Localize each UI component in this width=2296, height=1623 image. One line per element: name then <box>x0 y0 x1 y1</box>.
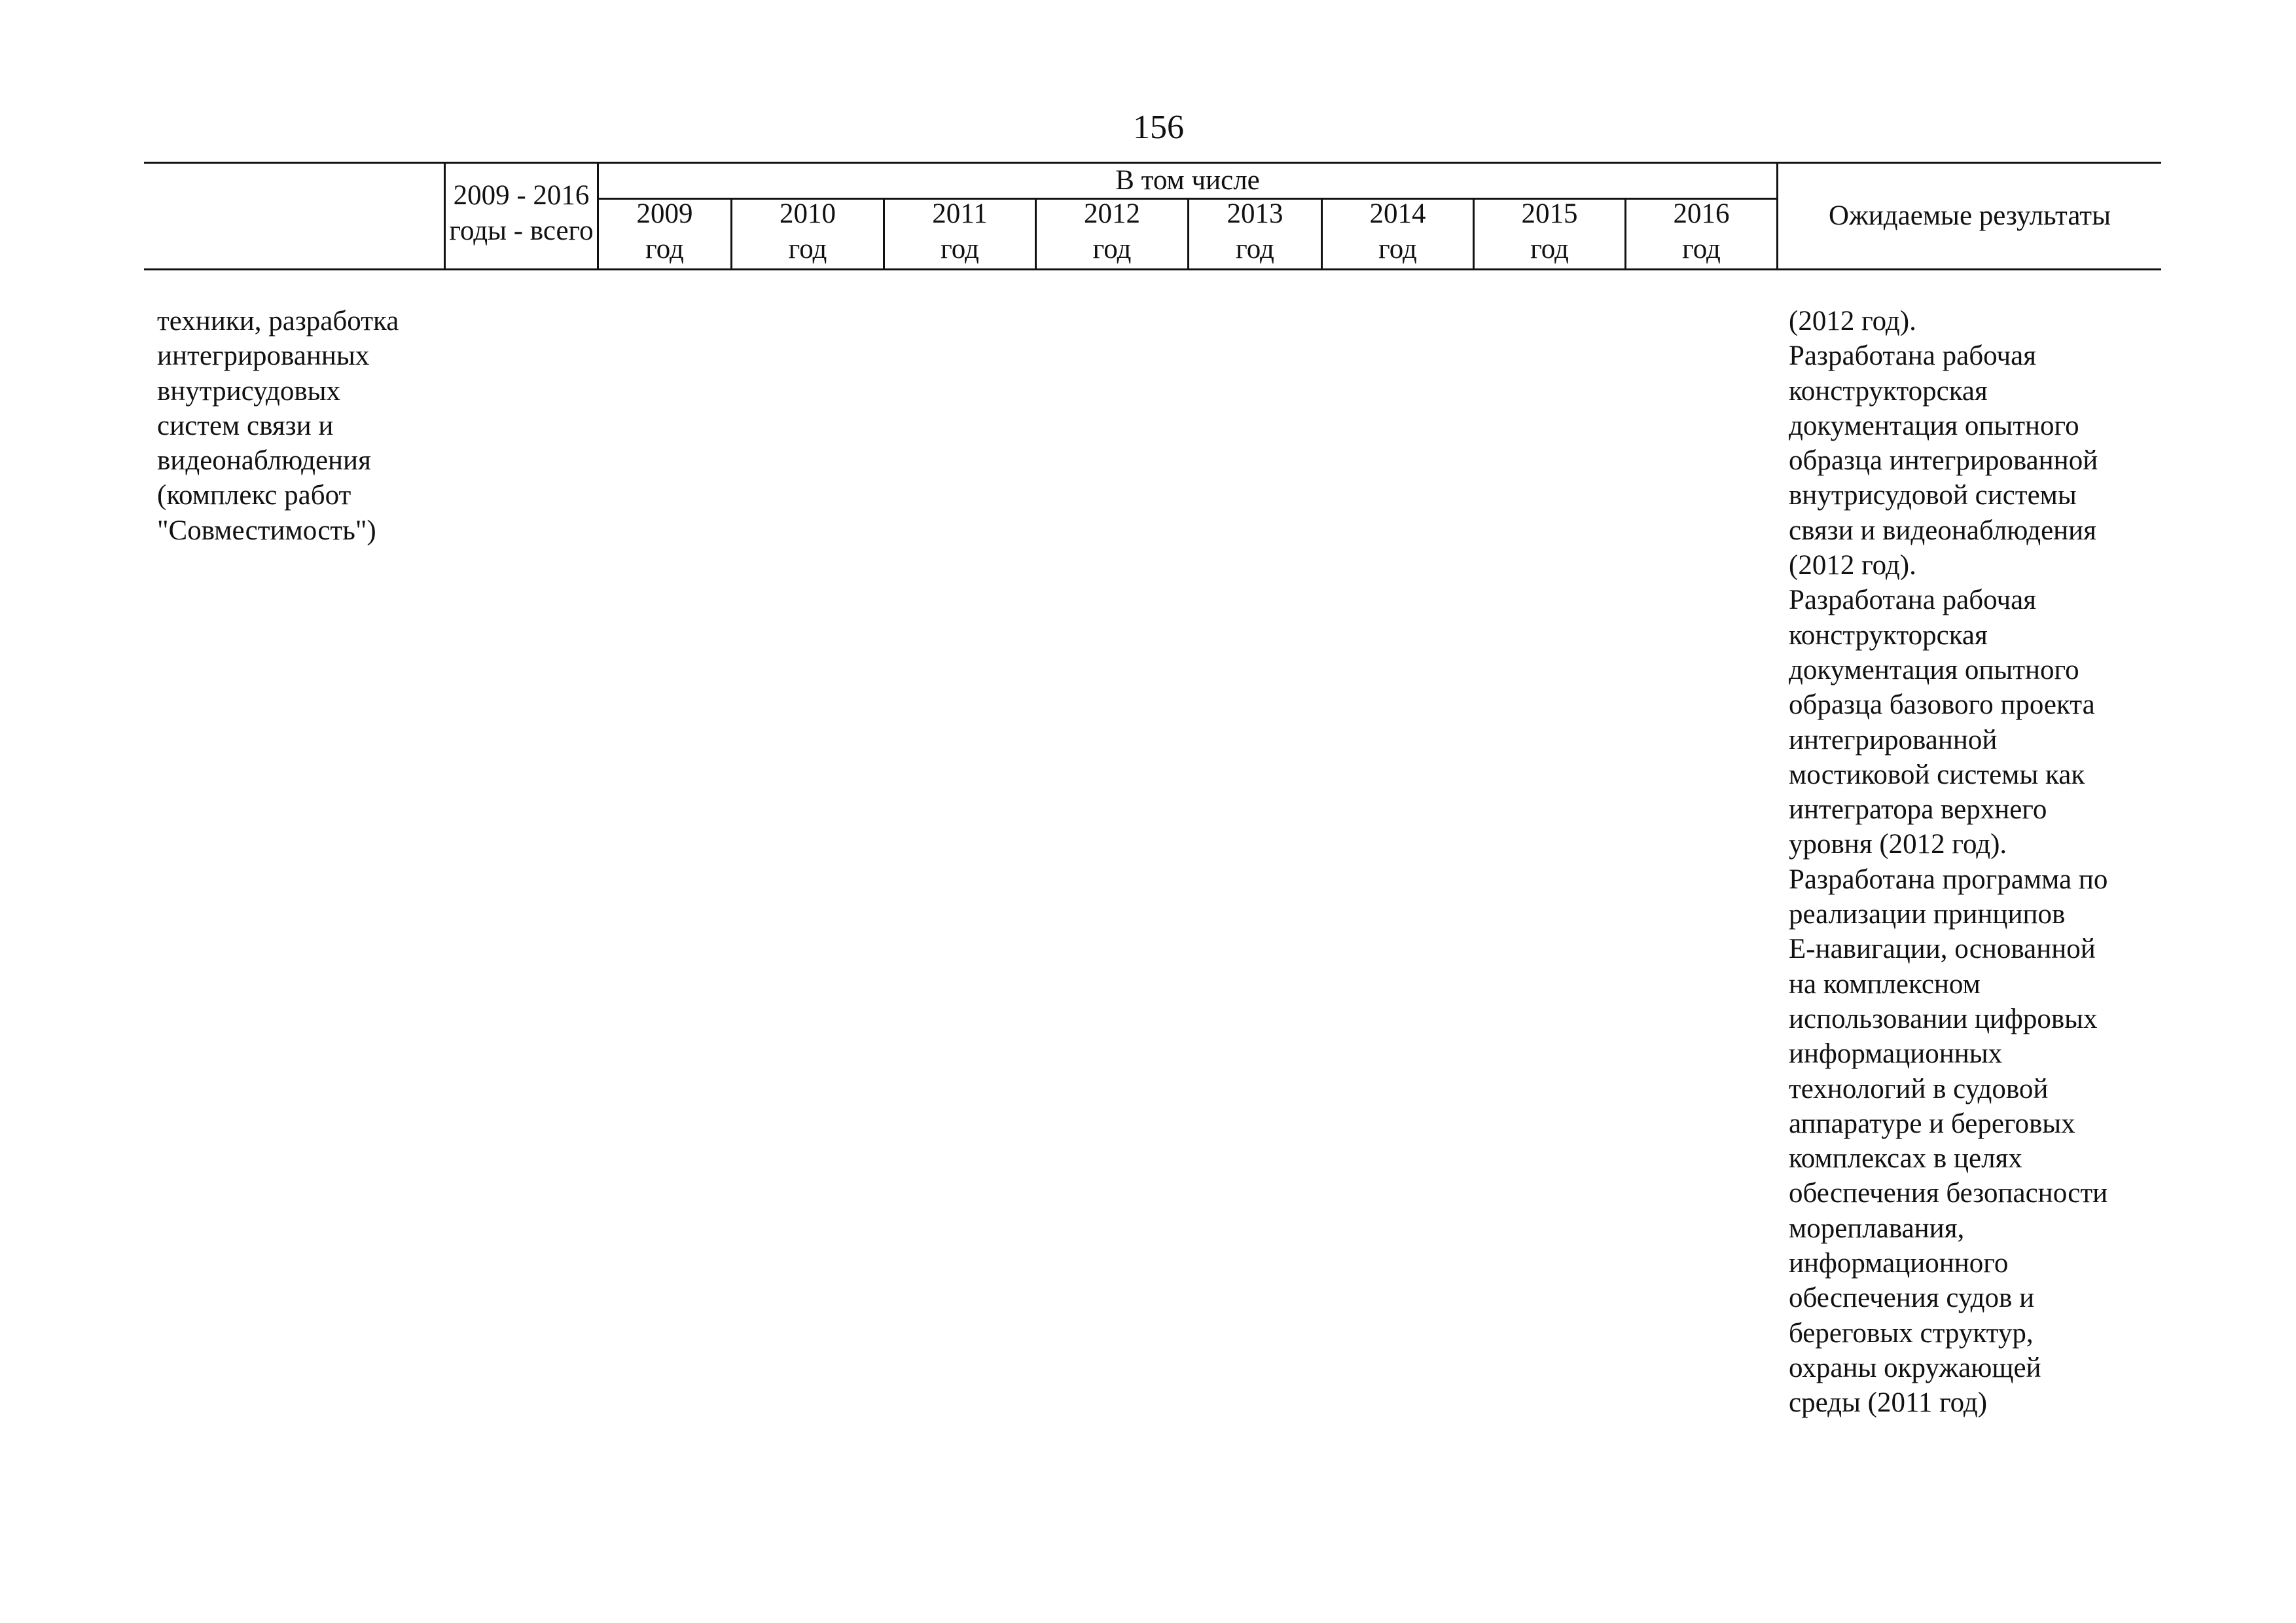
year-value: 2012 <box>1084 198 1140 229</box>
text-line: информационных <box>1789 1038 2003 1070</box>
text-line: Разработана рабочая <box>1789 340 2036 372</box>
year-value: 2014 <box>1369 198 1426 229</box>
text-line: мостиковой системы как <box>1789 759 2085 790</box>
year-column-2009 <box>599 196 730 268</box>
text-line: обеспечения безопасности <box>1789 1178 2108 1209</box>
including-label: В том числе <box>1115 165 1260 196</box>
text-line: образца базового проекта <box>1789 689 2095 721</box>
text-line: аппаратуре и береговых <box>1789 1108 2075 1139</box>
text-line: на комплексном <box>1789 968 1981 1000</box>
text-line: интегрированной <box>1789 724 1998 756</box>
text-line: мореплавания, <box>1789 1213 1965 1244</box>
text-line: связи и видеонаблюдения <box>1789 515 2096 546</box>
year-column-2013 <box>1189 196 1321 268</box>
year-value: 2009 <box>636 198 693 229</box>
year-unit: год <box>1092 234 1132 264</box>
text-line: документация опытного <box>1789 410 2079 441</box>
year-column-2016 <box>1626 196 1776 268</box>
text-line: внутрисудовой системы <box>1789 480 2077 511</box>
text-line: (комплекс работ <box>157 480 351 511</box>
text-line: техники, разработка <box>157 306 399 337</box>
text-line: образца интегрированной <box>1789 445 2098 477</box>
text-line: систем связи и <box>157 410 334 441</box>
text-line: использовании цифровых <box>1789 1003 2098 1034</box>
year-column-2010 <box>732 196 883 268</box>
text-line: уровня (2012 год). <box>1789 829 2007 860</box>
text-line: Разработана программа по <box>1789 864 2108 895</box>
text-line: документация опытного <box>1789 654 2079 685</box>
text-line: комплексах в целях <box>1789 1143 2022 1175</box>
year-unit: год <box>1378 234 1417 264</box>
year-value: 2013 <box>1227 198 1283 229</box>
year-column-2015 <box>1475 196 1624 268</box>
expected-results-text <box>1789 304 2108 1421</box>
year-value: 2015 <box>1521 198 1578 229</box>
text-line: Разработана рабочая <box>1789 585 2036 616</box>
text-line: (2012 год). <box>1789 306 1916 337</box>
year-unit: год <box>941 234 979 264</box>
text-line: интегратора верхнего <box>1789 794 2047 826</box>
year-value: 2016 <box>1673 198 1730 229</box>
page-number: 156 <box>1133 109 1184 146</box>
text-line: реализации принципов <box>1789 899 2066 930</box>
year-value: 2011 <box>932 198 988 229</box>
text-line: "Совместимость") <box>157 515 376 546</box>
year-unit: год <box>645 234 684 264</box>
text-line: конструкторская <box>1789 619 1988 651</box>
text-line: Е-навигации, основанной <box>1789 934 2096 965</box>
year-column-2014 <box>1323 196 1473 268</box>
total-years-label-line1: 2009 - 2016 <box>453 180 590 211</box>
year-unit: год <box>1530 234 1569 264</box>
text-line: обеспечения судов и <box>1789 1283 2035 1314</box>
total-years-label-line2: годы - всего <box>449 215 594 246</box>
text-line: информационного <box>1789 1248 2009 1279</box>
activity-description <box>157 304 399 548</box>
text-line: внутрисудовых <box>157 375 341 407</box>
text-line: охраны окружающей <box>1789 1352 2041 1383</box>
expected-results-label: Ожидаемые результаты <box>1829 200 2111 231</box>
text-line: (2012 год). <box>1789 550 1916 581</box>
year-unit: год <box>788 234 827 264</box>
text-line: береговых структур, <box>1789 1317 2034 1349</box>
text-line: конструкторская <box>1789 375 1988 407</box>
year-value: 2010 <box>780 198 836 229</box>
year-unit: год <box>1682 234 1721 264</box>
text-line: технологий в судовой <box>1789 1073 2049 1104</box>
text-line: интегрированных <box>157 340 370 372</box>
text-line: среды (2011 год) <box>1789 1387 1988 1419</box>
total-years-label <box>446 178 597 249</box>
year-column-2011 <box>885 196 1035 268</box>
year-column-2012 <box>1037 196 1187 268</box>
text-line: видеонаблюдения <box>157 445 371 477</box>
header-bottom-rule <box>144 268 2161 270</box>
year-unit: год <box>1236 234 1274 264</box>
